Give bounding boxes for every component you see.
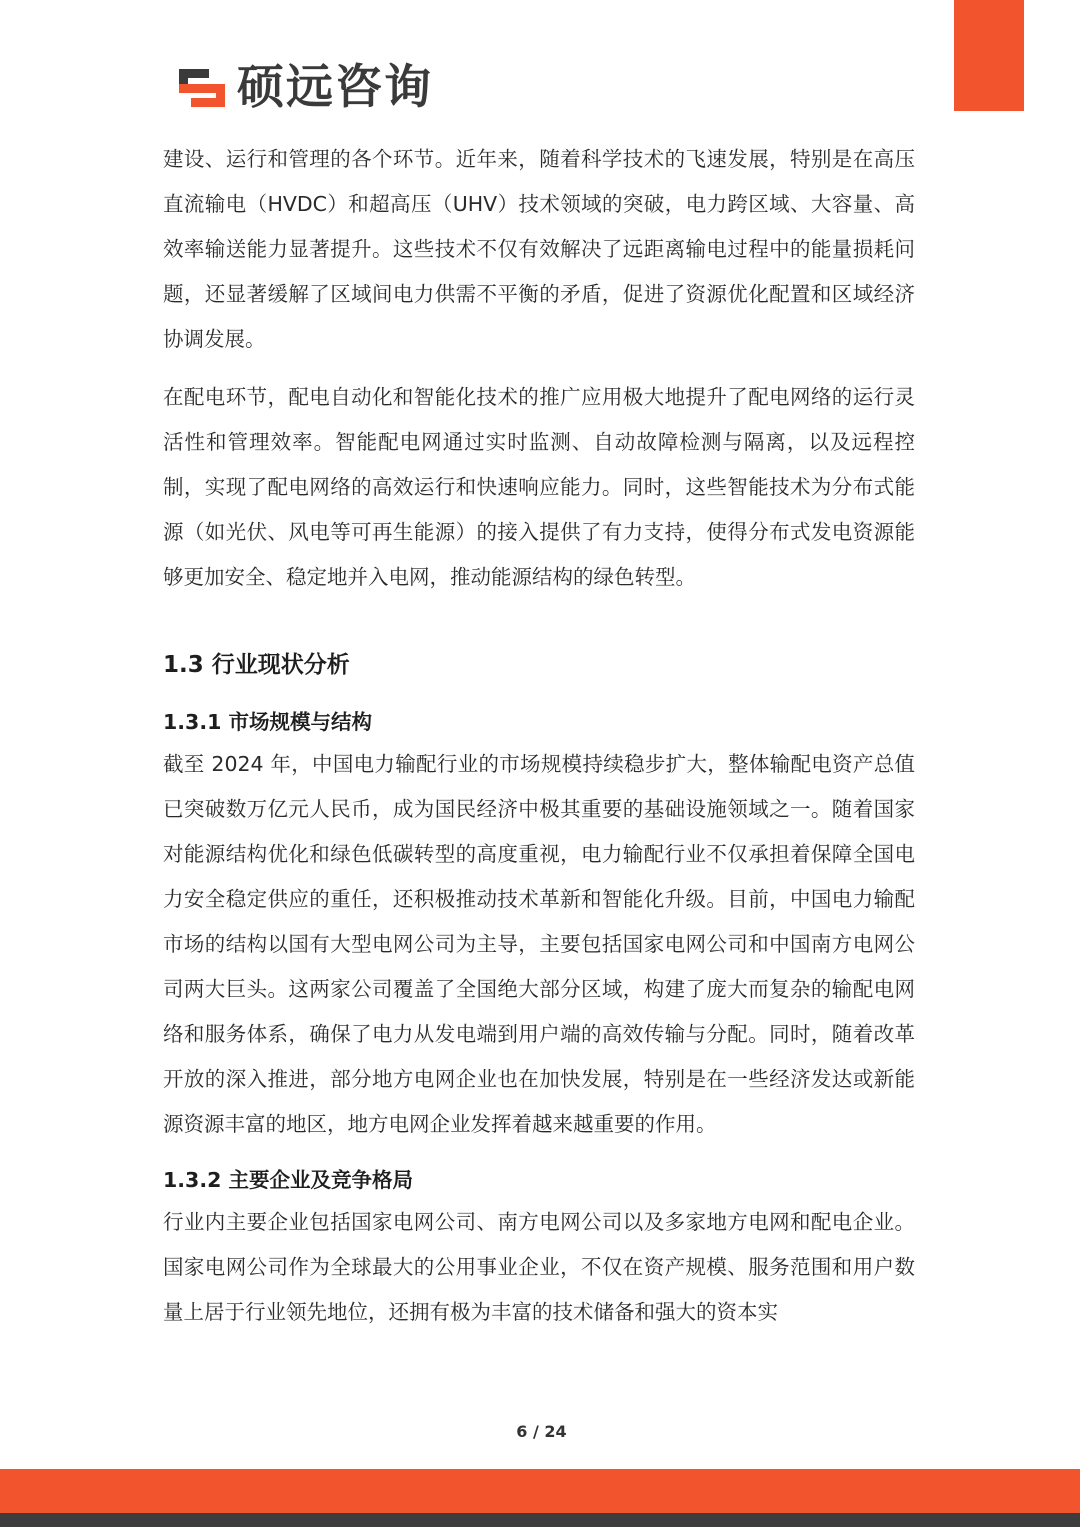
logo-icon xyxy=(175,65,229,111)
page-number: 6 / 24 xyxy=(516,1422,567,1441)
footer-accent-bar xyxy=(0,1469,1080,1513)
subsection-heading: 1.3.1 市场规模与结构 xyxy=(163,710,373,734)
corner-accent-block xyxy=(954,0,1024,111)
document-body xyxy=(163,137,915,1335)
logo xyxy=(175,60,433,116)
subsection-heading: 1.3.2 主要企业及竞争格局 xyxy=(163,1168,414,1192)
section-heading: 1.3 行业现状分析 xyxy=(163,652,350,678)
footer-dark-strip xyxy=(0,1513,1080,1527)
paragraph: 在配电环节，配电自动化和智能化技术的推广应用极大地提升了配电网络的运行灵活性和管理效率。智能配电网通过实时监测、自动故障检测与隔离，以及远程控制，实现了配电网络的高效运行和快速响应能力。同时，这些智能技术为分布式能源（如光伏、风电等可再生能源）的接入提供了有力支持，使得分布式发电资源能够更加安全、稳定地并入电网，推动能源结构的绿色转型。 xyxy=(163,385,915,589)
paragraph: 截至 2024 年，中国电力输配行业的市场规模持续稳步扩大，整体输配电资产总值已突破数万亿元人民币，成为国民经济中极其重要的基础设施领域之一。随着国家对能源结构优化和绿色低碳转型的高度重视，电力输配行业不仅承担着保障全国电力安全稳定供应的重任，还积极推动技术革新和智能化升级。目前，中国电力输配市场的结构以国有大型电网公司为主导，主要包括国家电网公司和中国南方电网公司两大巨头。这两家公司覆盖了全国绝大部分区域，构建了庞大而复杂的输配电网络和服务体系，确保了电力从发电端到用户端的高效传输与分配。同时，随着改革开放的深入推进，部分地方电网企业也在加快发展，特别是在一些经济发达或新能源资源丰富的地区，地方电网企业发挥着越来越重要的作用。 xyxy=(163,752,915,1136)
logo-text: 硕远咨询 xyxy=(237,60,433,115)
paragraph: 建设、运行和管理的各个环节。近年来，随着科学技术的飞速发展，特别是在高压直流输电（HVDC）和超高压（UHV）技术领域的突破，电力跨区域、大容量、高效率输送能力显著提升。这些技术不仅有效解决了远距离输电过程中的能量损耗问题，还显著缓解了区域间电力供需不平衡的矛盾，促进了资源优化配置和区域经济协调发展。 xyxy=(163,147,915,351)
paragraph: 行业内主要企业包括国家电网公司、南方电网公司以及多家地方电网和配电企业。国家电网公司作为全球最大的公用事业企业，不仅在资产规模、服务范围和用户数量上居于行业领先地位，还拥有极为丰富的技术储备和强大的资本实 xyxy=(163,1210,915,1324)
